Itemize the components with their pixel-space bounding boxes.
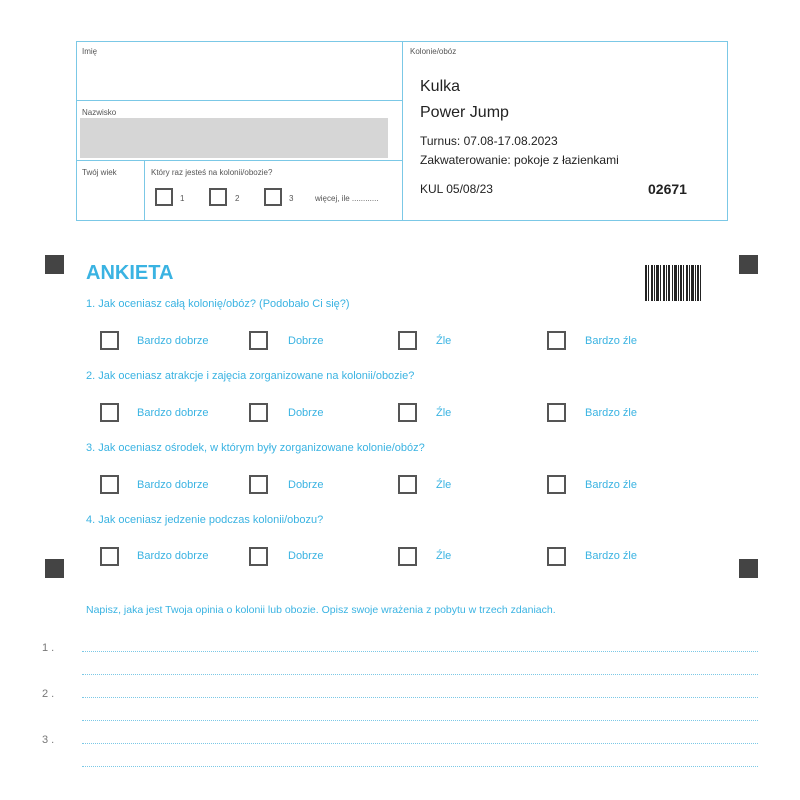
visit-checkbox-1[interactable] <box>155 188 173 206</box>
wiek-field[interactable] <box>80 180 140 218</box>
q1-option-dobrze: Dobrze <box>288 335 324 347</box>
visit-checkbox-3[interactable] <box>264 188 282 206</box>
question-4: 4. Jak oceniasz jedzenie podczas kolonii/obozu? <box>86 514 324 526</box>
q1-checkbox-dobrze[interactable] <box>249 331 268 350</box>
camp-code: KUL 05/08/23 <box>420 182 493 196</box>
line-number-3: 3 . <box>42 734 55 746</box>
visit-option-2: 2 <box>235 194 240 203</box>
q4-checkbox-zle[interactable] <box>398 547 417 566</box>
q1-option-bardzo-zle: Bardzo źle <box>585 335 637 347</box>
ktory-raz-label: Który raz jesteś na kolonii/obozie? <box>151 168 273 177</box>
q4-option-bardzo-dobrze: Bardzo dobrze <box>137 550 209 562</box>
header-divider-h2 <box>76 160 402 161</box>
q1-option-zle: Źle <box>436 335 452 347</box>
imie-field[interactable] <box>80 58 398 98</box>
q3-checkbox-zle[interactable] <box>398 475 417 494</box>
open-question-prompt: Napisz, jaka jest Twoja opinia o kolonii lub obozie. Opisz swoje wrażenia z pobytu w trzech zdaniach. <box>86 604 556 616</box>
answer-line-3a[interactable] <box>82 743 758 744</box>
visit-option-3: 3 <box>289 194 294 203</box>
answer-line-2b[interactable] <box>82 720 758 721</box>
question-3: 3. Jak oceniasz ośrodek, w którym były zorganizowane kolonie/obóz? <box>86 442 425 454</box>
q3-option-bardzo-dobrze: Bardzo dobrze <box>137 479 209 491</box>
q2-option-dobrze: Dobrze <box>288 407 324 419</box>
form-number: 02671 <box>648 181 687 197</box>
q3-option-bardzo-zle: Bardzo źle <box>585 479 637 491</box>
survey-title: ANKIETA <box>86 262 174 284</box>
q1-checkbox-zle[interactable] <box>398 331 417 350</box>
q1-option-bardzo-dobrze: Bardzo dobrze <box>137 335 209 347</box>
q3-checkbox-bardzo-zle[interactable] <box>547 475 566 494</box>
camp-name: Kulka <box>420 78 461 95</box>
registration-marker-bottom-left <box>45 559 64 578</box>
q2-checkbox-bardzo-dobrze[interactable] <box>100 403 119 422</box>
answer-line-1a[interactable] <box>82 651 758 652</box>
registration-marker-bottom-right <box>739 559 758 578</box>
header-divider-h1 <box>76 100 402 101</box>
q1-checkbox-bardzo-zle[interactable] <box>547 331 566 350</box>
q4-checkbox-bardzo-zle[interactable] <box>547 547 566 566</box>
q4-option-bardzo-zle: Bardzo źle <box>585 550 637 562</box>
q3-option-dobrze: Dobrze <box>288 479 324 491</box>
answer-line-2a[interactable] <box>82 697 758 698</box>
q3-checkbox-bardzo-dobrze[interactable] <box>100 475 119 494</box>
q2-checkbox-bardzo-zle[interactable] <box>547 403 566 422</box>
more-times-field[interactable]: więcej, ile ............ <box>315 194 379 203</box>
line-number-1: 1 . <box>42 642 55 654</box>
question-1: 1. Jak oceniasz całą kolonię/obóz? (Podobało Ci się?) <box>86 298 350 310</box>
imie-label: Imię <box>82 47 98 56</box>
line-number-2: 2 . <box>42 688 55 700</box>
header-divider-wiek <box>144 160 145 221</box>
q4-option-zle: Źle <box>436 550 452 562</box>
q4-option-dobrze: Dobrze <box>288 550 324 562</box>
q4-checkbox-bardzo-dobrze[interactable] <box>100 547 119 566</box>
q1-checkbox-bardzo-dobrze[interactable] <box>100 331 119 350</box>
q2-checkbox-zle[interactable] <box>398 403 417 422</box>
camp-program: Power Jump <box>420 104 509 121</box>
camp-zakwaterowanie: Zakwaterowanie: pokoje z łazienkami <box>420 153 619 167</box>
answer-line-3b[interactable] <box>82 766 758 767</box>
header-divider-vertical <box>402 41 403 221</box>
barcode-icon <box>645 265 701 301</box>
visit-checkbox-2[interactable] <box>209 188 227 206</box>
camp-turnus: Turnus: 07.08-17.08.2023 <box>420 134 558 148</box>
nazwisko-field[interactable] <box>80 118 388 158</box>
q4-checkbox-dobrze[interactable] <box>249 547 268 566</box>
q2-option-zle: Źle <box>436 407 452 419</box>
q2-option-bardzo-dobrze: Bardzo dobrze <box>137 407 209 419</box>
q2-option-bardzo-zle: Bardzo źle <box>585 407 637 419</box>
answer-line-1b[interactable] <box>82 674 758 675</box>
question-2: 2. Jak oceniasz atrakcje i zajęcia zorganizowane na kolonii/obozie? <box>86 370 415 382</box>
nazwisko-label: Nazwisko <box>82 108 117 117</box>
kolonie-label: Kolonie/obóz <box>410 47 457 56</box>
registration-marker-top-right <box>739 255 758 274</box>
visit-option-1: 1 <box>180 194 185 203</box>
registration-marker-top-left <box>45 255 64 274</box>
wiek-label: Twój wiek <box>82 168 117 177</box>
q3-option-zle: Źle <box>436 479 452 491</box>
q3-checkbox-dobrze[interactable] <box>249 475 268 494</box>
q2-checkbox-dobrze[interactable] <box>249 403 268 422</box>
